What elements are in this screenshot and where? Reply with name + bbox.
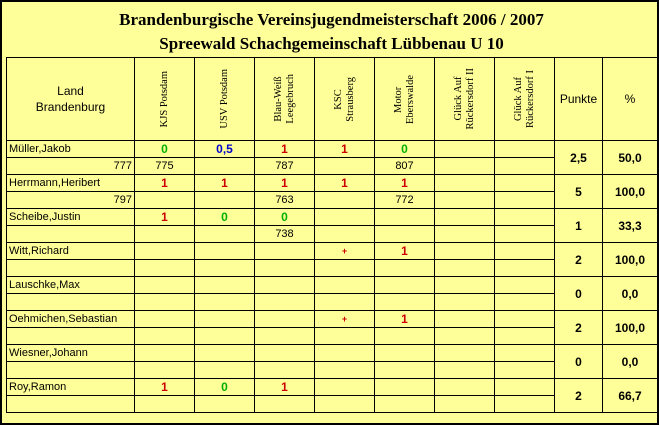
result-cell	[435, 175, 495, 192]
opponent-rating-cell	[195, 192, 255, 209]
opponent-rating-cell	[375, 396, 435, 413]
opponent-rating-cell	[435, 158, 495, 175]
player-rating	[7, 226, 135, 243]
team-header-label: Blau-Weiß Leegebruch	[272, 74, 296, 124]
opponent-rating-cell	[315, 328, 375, 345]
opponent-rating-cell	[435, 396, 495, 413]
team-header-label: USV Potsdam	[218, 69, 230, 129]
team-header-label: Glück Auf Rückersdorf II	[452, 68, 476, 130]
opponent-rating-cell	[435, 362, 495, 379]
player-row	[7, 345, 658, 362]
result-cell: 1	[135, 379, 195, 396]
opponent-rating-cell	[375, 328, 435, 345]
opponent-rating-cell	[435, 192, 495, 209]
opponent-rating-cell	[255, 260, 315, 277]
opponent-rating-cell	[255, 328, 315, 345]
player-rating: 797	[7, 192, 135, 209]
result-cell	[495, 175, 555, 192]
percent-cell: 100,0	[603, 311, 658, 345]
opponent-rating-cell: 775	[135, 158, 195, 175]
result-cell	[375, 209, 435, 226]
percent-cell: 0,0	[603, 277, 658, 311]
opponent-rating-cell	[495, 294, 555, 311]
player-row	[7, 209, 658, 226]
team-header-4	[315, 58, 375, 141]
opponent-rating-cell	[315, 226, 375, 243]
result-cell	[255, 243, 315, 260]
opponent-rating-cell	[375, 362, 435, 379]
opponent-rating-cell	[255, 362, 315, 379]
result-cell	[315, 345, 375, 362]
result-cell	[195, 243, 255, 260]
result-cell	[195, 345, 255, 362]
result-cell	[435, 277, 495, 294]
result-cell	[135, 345, 195, 362]
result-cell	[495, 379, 555, 396]
points-cell: 2,5	[555, 141, 603, 175]
opponent-rating-cell	[315, 362, 375, 379]
player-rating: 777	[7, 158, 135, 175]
result-cell	[255, 311, 315, 328]
result-cell	[435, 209, 495, 226]
result-cell: 1	[135, 209, 195, 226]
region-header-line1: Land	[57, 84, 84, 98]
percent-cell: 0,0	[603, 345, 658, 379]
result-cell	[315, 277, 375, 294]
result-cell: 1	[375, 311, 435, 328]
opponent-rating-cell	[255, 396, 315, 413]
player-name: Oehmichen,Sebastian	[7, 311, 135, 328]
sheet-title: Brandenburgische Vereinsjugendmeisterschaft 2006 / 2007	[119, 10, 544, 29]
result-cell: 1	[375, 175, 435, 192]
percent-cell: 100,0	[603, 175, 658, 209]
result-cell	[495, 141, 555, 158]
opponent-rating-cell	[435, 260, 495, 277]
opponent-rating-cell: 772	[375, 192, 435, 209]
points-cell: 5	[555, 175, 603, 209]
opponent-rating-cell	[195, 294, 255, 311]
opponent-rating-cell	[435, 294, 495, 311]
team-header-label: Glück Auf Rückersdorf I	[512, 69, 536, 129]
result-cell: 0	[375, 141, 435, 158]
percent-cell: 50,0	[603, 141, 658, 175]
team-header-label: KJS Potsdam	[158, 70, 170, 128]
opponent-rating-cell	[375, 294, 435, 311]
player-row	[7, 141, 658, 158]
opponent-rating-cell	[495, 192, 555, 209]
opponent-rating-cell	[135, 192, 195, 209]
result-cell: 1	[255, 379, 315, 396]
opponent-rating-cell	[135, 294, 195, 311]
result-cell	[495, 277, 555, 294]
team-header-2	[195, 58, 255, 141]
result-cell	[435, 243, 495, 260]
opponent-rating-cell	[255, 294, 315, 311]
result-cell: 0	[195, 209, 255, 226]
player-rating	[7, 362, 135, 379]
result-cell	[375, 277, 435, 294]
opponent-rating-cell	[135, 362, 195, 379]
points-header: Punkte	[555, 58, 603, 141]
player-name: Wiesner,Johann	[7, 345, 135, 362]
points-cell: 0	[555, 345, 603, 379]
player-name: Müller,Jakob	[7, 141, 135, 158]
opponent-rating-cell	[495, 396, 555, 413]
team-header-1	[135, 58, 195, 141]
opponent-rating-cell	[195, 328, 255, 345]
team-header-label: KSC Strausberg	[332, 76, 356, 122]
result-cell: 1	[195, 175, 255, 192]
result-cell: +	[315, 243, 375, 260]
player-name: Witt,Richard	[7, 243, 135, 260]
player-rating	[7, 260, 135, 277]
opponent-rating-cell	[375, 226, 435, 243]
opponent-rating-cell: 738	[255, 226, 315, 243]
opponent-rating-cell	[135, 328, 195, 345]
result-cell: 0	[195, 379, 255, 396]
opponent-rating-cell	[135, 396, 195, 413]
opponent-rating-cell	[315, 294, 375, 311]
opponent-rating-cell	[315, 158, 375, 175]
result-cell: 0	[135, 141, 195, 158]
result-cell	[435, 141, 495, 158]
opponent-rating-cell	[195, 396, 255, 413]
results-body	[7, 141, 658, 413]
result-cell	[135, 243, 195, 260]
result-cell: 1	[315, 175, 375, 192]
opponent-rating-cell	[435, 328, 495, 345]
opponent-rating-cell	[375, 260, 435, 277]
result-cell	[315, 209, 375, 226]
result-cell: 0,5	[195, 141, 255, 158]
result-cell	[375, 379, 435, 396]
opponent-rating-cell	[315, 260, 375, 277]
opponent-rating-cell	[195, 158, 255, 175]
team-header-label: Motor Eberswalde	[392, 74, 416, 124]
result-cell	[195, 311, 255, 328]
team-header-7	[495, 58, 555, 141]
result-cell: 0	[255, 209, 315, 226]
result-cell: +	[315, 311, 375, 328]
opponent-rating-cell	[495, 226, 555, 243]
team-header-5	[375, 58, 435, 141]
result-cell	[495, 311, 555, 328]
player-rating	[7, 328, 135, 345]
player-name: Herrmann,Heribert	[7, 175, 135, 192]
percent-cell: 100,0	[603, 243, 658, 277]
results-table	[6, 57, 658, 413]
player-name: Lauschke,Max	[7, 277, 135, 294]
opponent-rating-cell	[495, 260, 555, 277]
player-row	[7, 277, 658, 294]
points-cell: 1	[555, 209, 603, 243]
opponent-rating-cell	[135, 226, 195, 243]
player-row	[7, 311, 658, 328]
result-cell	[495, 209, 555, 226]
result-cell	[315, 379, 375, 396]
result-cell	[135, 277, 195, 294]
result-cell: 1	[135, 175, 195, 192]
player-row	[7, 175, 658, 192]
opponent-rating-cell	[495, 362, 555, 379]
result-cell	[435, 345, 495, 362]
region-header-line2: Brandenburg	[35, 100, 106, 114]
opponent-rating-cell	[435, 226, 495, 243]
percent-cell: 33,3	[603, 209, 658, 243]
region-header	[7, 58, 135, 141]
result-cell	[255, 345, 315, 362]
result-cell	[435, 311, 495, 328]
opponent-rating-cell	[195, 260, 255, 277]
player-name: Roy,Ramon	[7, 379, 135, 396]
result-cell: 1	[375, 243, 435, 260]
points-cell: 2	[555, 379, 603, 413]
opponent-rating-cell	[495, 158, 555, 175]
opponent-rating-cell	[195, 226, 255, 243]
points-cell: 0	[555, 277, 603, 311]
result-cell	[135, 311, 195, 328]
result-cell	[375, 345, 435, 362]
result-cell	[195, 277, 255, 294]
player-row	[7, 243, 658, 260]
result-cell: 1	[255, 175, 315, 192]
team-header-3	[255, 58, 315, 141]
player-rating	[7, 294, 135, 311]
opponent-rating-cell: 787	[255, 158, 315, 175]
result-cell	[495, 243, 555, 260]
header-row	[7, 58, 658, 141]
result-cell	[435, 379, 495, 396]
player-rating	[7, 396, 135, 413]
points-cell: 2	[555, 311, 603, 345]
player-name: Scheibe,Justin	[7, 209, 135, 226]
result-cell	[495, 345, 555, 362]
opponent-rating-cell: 807	[375, 158, 435, 175]
result-cell: 1	[255, 141, 315, 158]
opponent-rating-cell	[135, 260, 195, 277]
percent-cell: 66,7	[603, 379, 658, 413]
result-cell	[255, 277, 315, 294]
result-cell: 1	[315, 141, 375, 158]
opponent-rating-cell	[495, 328, 555, 345]
player-row	[7, 379, 658, 396]
sheet-subtitle: Spreewald Schachgemeinschaft Lübbenau U 10	[159, 34, 504, 53]
opponent-rating-cell	[195, 362, 255, 379]
opponent-rating-cell: 763	[255, 192, 315, 209]
team-header-6	[435, 58, 495, 141]
opponent-rating-cell	[315, 192, 375, 209]
opponent-rating-cell	[315, 396, 375, 413]
points-cell: 2	[555, 243, 603, 277]
percent-header: %	[603, 58, 658, 141]
